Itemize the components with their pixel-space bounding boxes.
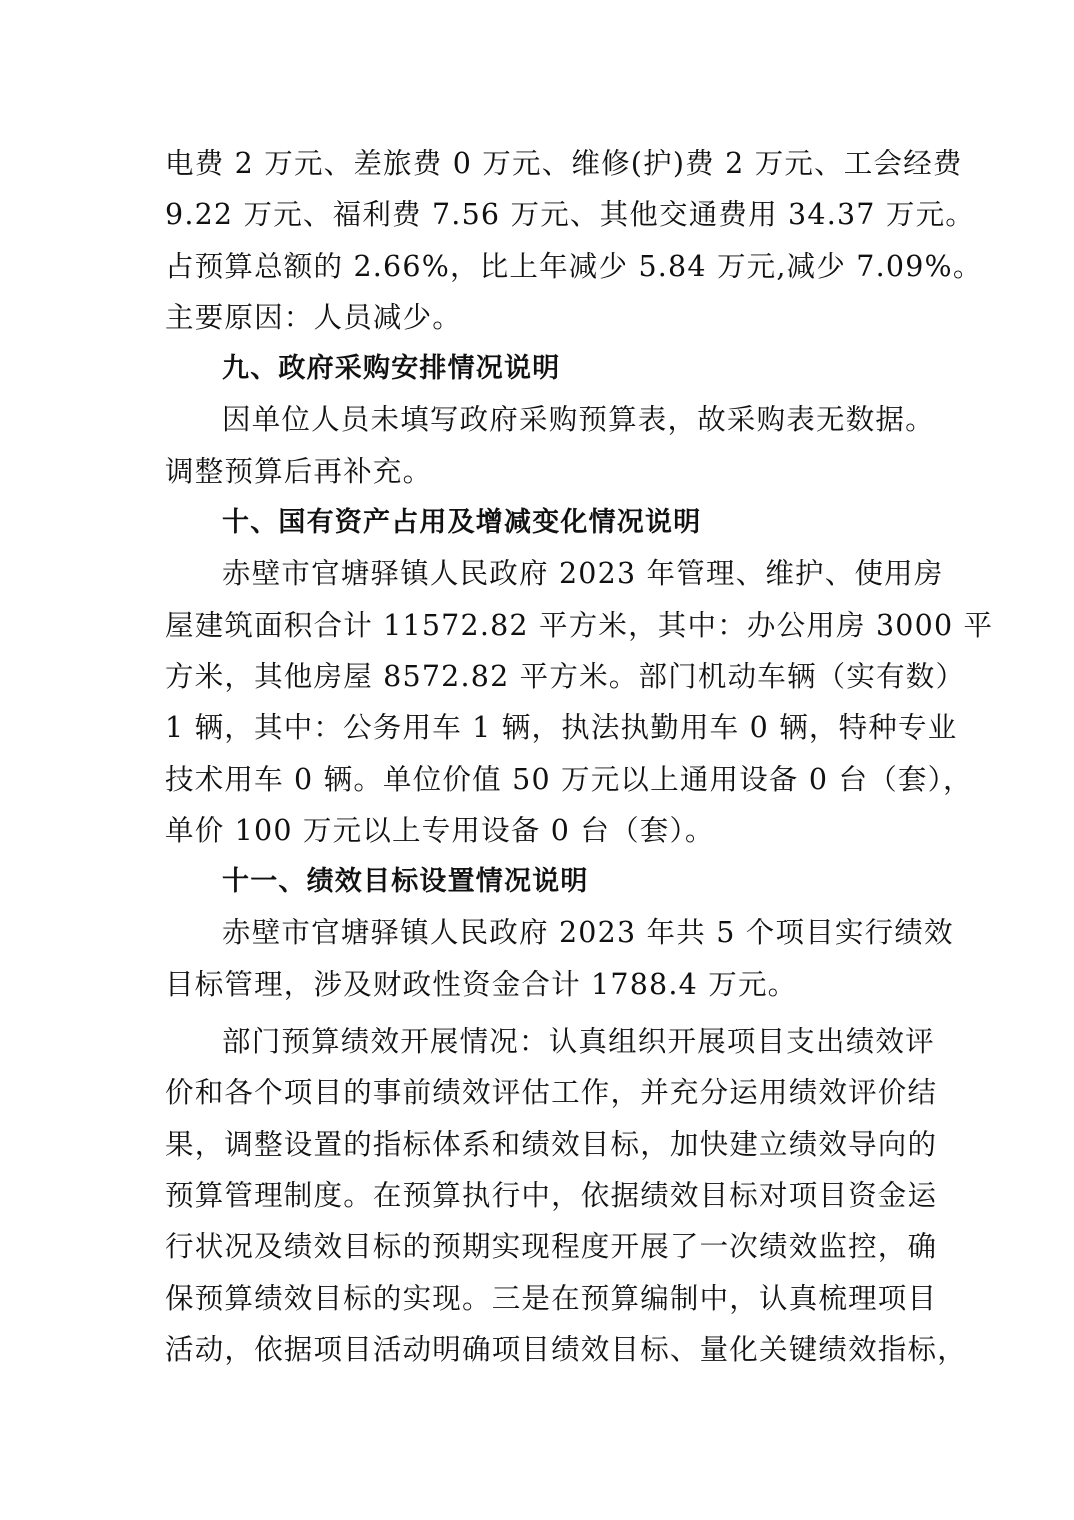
text-line: 占预算总额的 2.66%，比上年减少 5.84 万元,减少 7.09%。 <box>165 249 983 283</box>
text-line: 赤壁市官塘驿镇人民政府 2023 年管理、维护、使用房 <box>222 557 944 591</box>
section-heading-assets: 十、国有资产占用及增减变化情况说明 <box>222 507 702 539</box>
text-line: 主要原因：人员减少。 <box>165 300 463 334</box>
text-line: 因单位人员未填写政府采购预算表，故采购表无数据。 <box>222 403 935 437</box>
document-page <box>165 138 994 1375</box>
section-heading-procurement: 九、政府采购安排情况说明 <box>222 353 561 385</box>
text-line: 1 辆，其中：公务用车 1 辆，执法执勤用车 0 辆，特种专业 <box>165 711 958 745</box>
text-line: 赤壁市官塘驿镇人民政府 2023 年共 5 个项目实行绩效 <box>222 916 954 950</box>
paragraph-performance-detail <box>165 1016 967 1375</box>
text-line: 部门预算绩效开展情况：认真组织开展项目支出绩效评 <box>222 1025 935 1059</box>
text-line: 技术用车 0 辆。单位价值 50 万元以上通用设备 0 台（套）， <box>165 762 973 796</box>
text-line: 活动，依据项目活动明确项目绩效目标、量化关键绩效指标， <box>165 1332 967 1366</box>
paragraph-procurement <box>165 394 935 497</box>
text-line: 价和各个项目的事前绩效评估工作，并充分运用绩效评价结 <box>165 1076 938 1110</box>
text-line: 方米，其他房屋 8572.82 平方米。部门机动车辆（实有数） <box>165 659 966 693</box>
text-line: 保预算绩效目标的实现。三是在预算编制中，认真梳理项目 <box>165 1281 938 1315</box>
paragraph-assets <box>165 548 994 856</box>
text-line: 行状况及绩效目标的预期实现程度开展了一次绩效监控，确 <box>165 1230 938 1264</box>
text-line: 果，调整设置的指标体系和绩效目标，加快建立绩效导向的 <box>165 1127 938 1161</box>
paragraph-expenses <box>165 138 983 343</box>
text-line: 预算管理制度。在预算执行中，依据绩效目标对项目资金运 <box>165 1178 938 1212</box>
text-line: 电费 2 万元、差旅费 0 万元、维修(护)费 2 万元、工会经费 <box>165 147 963 180</box>
text-line: 调整预算后再补充。 <box>165 454 433 488</box>
text-line: 9.22 万元、福利费 7.56 万元、其他交通费用 34.37 万元。 <box>165 198 976 232</box>
text-line: 屋建筑面积合计 11572.82 平方米，其中：办公用房 3000 平 <box>165 608 994 642</box>
paragraph-performance-summary <box>165 907 954 1010</box>
text-line: 目标管理，涉及财政性资金合计 1788.4 万元。 <box>165 967 798 1001</box>
text-line: 单价 100 万元以上专用设备 0 台（套）。 <box>165 813 715 847</box>
section-heading-performance: 十一、绩效目标设置情况说明 <box>222 866 589 898</box>
